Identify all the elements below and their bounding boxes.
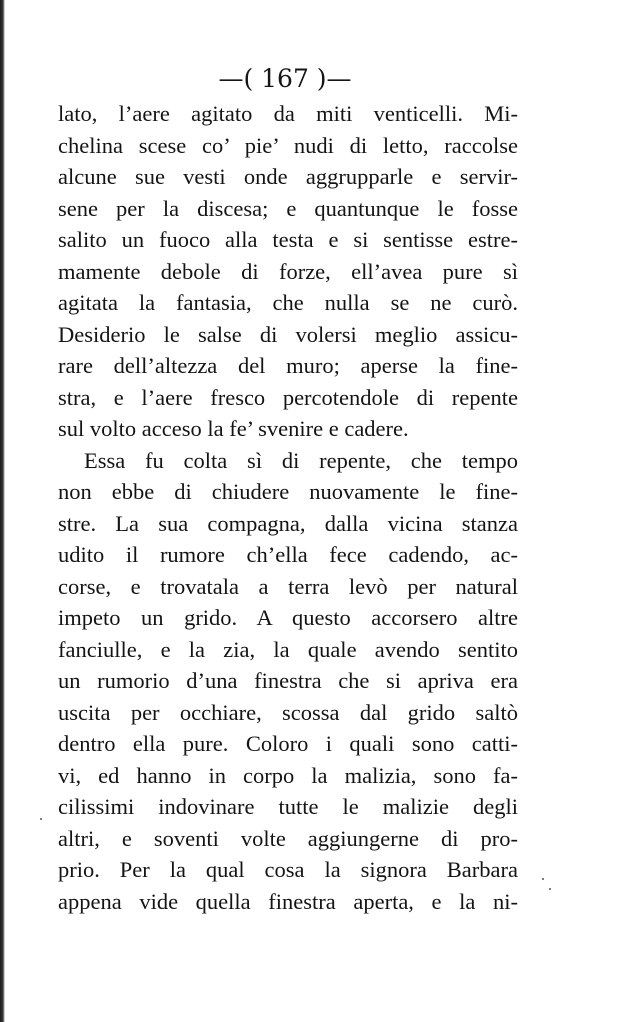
- text-line: dentro ella pure. Coloro i quali sono catti-: [58, 731, 518, 756]
- body-text: [58, 98, 518, 917]
- text-line: rare dell’altezza del muro; aperse la fine-: [58, 353, 518, 378]
- text-line: corse, e trovatala a terra levò per natural: [58, 573, 518, 599]
- page-number-header: —( 167 )—: [218, 64, 352, 93]
- text-line: fanciulle, e la zia, la quale avendo sentito: [58, 636, 518, 662]
- text-line: un rumorio d’una finestra che si apriva era: [58, 668, 518, 693]
- text-line: impeto un grido. A questo accorsero altre: [58, 605, 518, 630]
- text-line: sene per la discesa; e quantunque le fosse: [58, 195, 518, 221]
- text-line: agitata la fantasia, che nulla se ne curò.: [58, 290, 518, 315]
- text-line: mamente debole di forze, ell’avea pure sì: [58, 258, 518, 284]
- text-line: stre. La sua compagna, dalla vicina stanza: [58, 510, 518, 536]
- text-line: Essa fu colta sì di repente, che tempo: [84, 447, 518, 473]
- text-line: lato, l’aere agitato da miti venticelli. Mi-: [58, 101, 518, 126]
- text-line: stra, e l’aere fresco percotendole di repente: [58, 384, 518, 410]
- text-line: vi, ed hanno in corpo la malizia, sono fa-: [58, 762, 518, 788]
- text-line: non ebbe di chiudere nuovamente le fine-: [58, 479, 518, 504]
- scan-speck: [542, 878, 544, 880]
- text-line: salito un fuoco alla testa e si sentisse estre-: [58, 227, 518, 252]
- scan-speck: [549, 888, 551, 890]
- text-line: udito il rumore ch’ella fece cadendo, ac-: [58, 542, 518, 567]
- text-line: alcune sue vesti onde aggrupparle e servir-: [58, 164, 518, 189]
- text-line: sul volto acceso la fe’ svenire e cadere.: [58, 416, 409, 441]
- text-line: Desiderio le salse di volersi meglio assicu-: [58, 321, 518, 347]
- text-line: prio. Per la qual cosa la signora Barbara: [58, 857, 518, 882]
- text-line: cilissimi indovinare tutte le malizie degli: [58, 794, 518, 819]
- binding-edge-shadow: [0, 0, 5, 1022]
- scan-speck: [40, 818, 42, 820]
- text-line: appena vide quella finestra aperta, e la ni-: [58, 888, 518, 914]
- paragraph-1: [58, 98, 518, 445]
- text-line: uscita per occhiare, scossa dal grido saltò: [58, 699, 518, 725]
- text-line: altri, e soventi volte aggiungerne di pro-: [58, 825, 518, 851]
- paragraph-2: [58, 445, 518, 918]
- text-line: chelina scese co’ pie’ nudi di letto, raccolse: [58, 132, 518, 158]
